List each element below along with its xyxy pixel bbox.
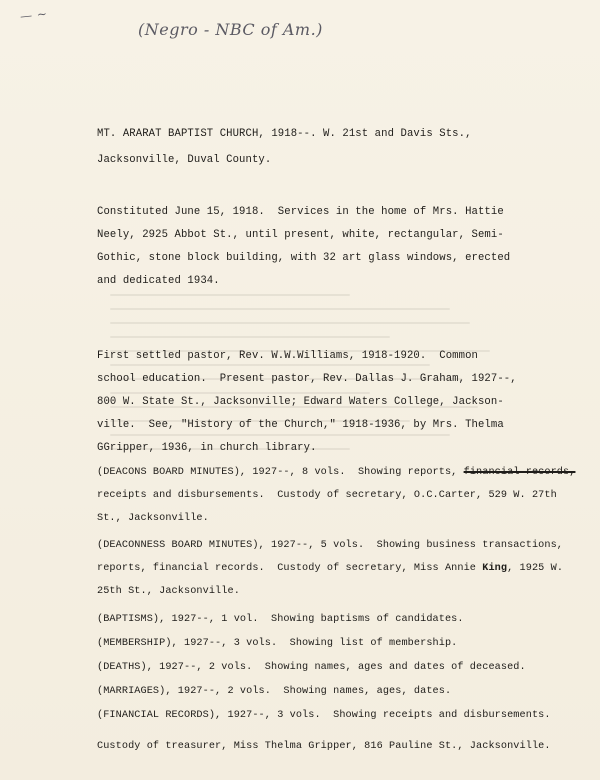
deaths-record-line: (DEATHS), 1927--, 2 vols. Showing names, ages and dates of deceased. <box>97 662 526 673</box>
deaconess-custody-text: reports, financial records. Custody of secretary, Miss Annie <box>97 563 483 574</box>
pastor-line: First settled pastor, Rev. W.W.Williams, 1918-1920. Common <box>97 350 478 362</box>
pastor-line: GGripper, 1936, in church library. <box>97 442 317 454</box>
treasurer-custody-line: Custody of treasurer, Miss Thelma Gripper, 816 Pauline St., Jacksonville. <box>97 741 551 752</box>
church-location-line: Jacksonville, Duval County. <box>97 154 272 166</box>
financial-records-line: (FINANCIAL RECORDS), 1927--, 3 vols. Showing receipts and disbursements. <box>97 710 551 721</box>
history-line: Neely, 2925 Abbot St., until present, white, rectangular, Semi- <box>97 229 504 241</box>
deacons-minutes-text: (DEACONS BOARD MINUTES), 1927--, 8 vols. Showing reports, <box>97 467 458 478</box>
handwritten-corner-mark: — ~ <box>19 6 49 24</box>
handwritten-classification-note: (Negro - NBC of Am.) <box>138 20 323 39</box>
baptisms-record-line: (BAPTISMS), 1927--, 1 vol. Showing baptisms of candidates. <box>97 614 464 625</box>
pastor-line: ville. See, "History of the Church," 1918-1936, by Mrs. Thelma <box>97 419 504 431</box>
membership-record-line: (MEMBERSHIP), 1927--, 3 vols. Showing list of membership. <box>97 638 458 649</box>
deaconess-address-text: , 1925 W. <box>507 563 564 574</box>
history-line: and dedicated 1934. <box>97 275 220 287</box>
history-line: Gothic, stone block building, with 32 art glass windows, erected <box>97 252 511 264</box>
custodian-surname: King <box>482 563 508 574</box>
pastor-line: school education. Present pastor, Rev. Dallas J. Graham, 1927--, <box>97 373 517 385</box>
deaconess-minutes-line: 25th St., Jacksonville. <box>97 586 240 597</box>
deacons-minutes-line <box>97 467 575 478</box>
deaconess-minutes-line: (DEACONNESS BOARD MINUTES), 1927--, 5 vols. Showing business transactions, <box>97 540 564 551</box>
church-title-line: MT. ARARAT BAPTIST CHURCH, 1918--. W. 21st and Davis Sts., <box>97 128 472 140</box>
deacons-minutes-line: receipts and disbursements. Custody of secretary, O.C.Carter, 529 W. 27th <box>97 490 557 501</box>
history-line: Constituted June 15, 1918. Services in the home of Mrs. Hattie <box>97 206 504 218</box>
deacons-minutes-line: St., Jacksonville. <box>97 513 209 524</box>
struck-out-text: financial records, <box>463 467 576 478</box>
marriages-record-line: (MARRIAGES), 1927--, 2 vols. Showing names, ages, dates. <box>97 686 452 697</box>
deaconess-minutes-line <box>97 563 563 574</box>
pastor-line: 800 W. State St., Jacksonville; Edward Waters College, Jackson- <box>97 396 504 408</box>
